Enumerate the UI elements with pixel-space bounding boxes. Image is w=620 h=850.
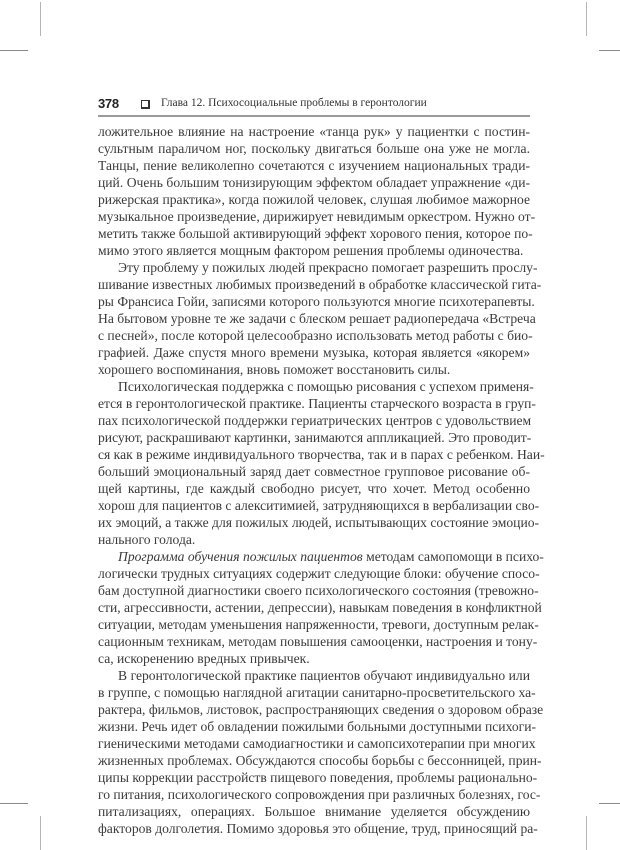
text-line: сти, агрессивности, астении, депрессии), навыкам поведения в конфликтной xyxy=(98,600,542,615)
text-line: нального голода. xyxy=(98,532,196,547)
text-line: Танцы, пение великолепно сочетаются с изучением национальных тради- xyxy=(98,158,530,173)
crop-mark-top-right-horizontal xyxy=(599,50,620,51)
text-line: логически трудных ситуациях содержит следующие блоки: обучение спосо- xyxy=(98,566,540,581)
text-line: ется в геронтологической практике. Пациенты старческого возраста в груп- xyxy=(98,396,536,411)
text-line: музыкальное произведение, дирижирует невидимым оркестром. Нужно от- xyxy=(98,209,536,224)
text-line: ры Франсиса Гойи, записями которого пользуются многие психотерапевты. xyxy=(98,294,535,309)
paragraph xyxy=(98,378,545,548)
text-line: На бытовом уровне те же задачи с блеском решает радиопередача «Встреча xyxy=(98,311,536,326)
text-line: ся как в режиме индивидуального творчества, так и в парах с ребенком. Наи- xyxy=(98,447,545,462)
text-line xyxy=(98,548,544,565)
paragraph xyxy=(98,259,542,378)
square-bullet-icon xyxy=(141,100,150,109)
text-line: са, искоренению вредных привычек. xyxy=(98,651,310,666)
text-line: хорош для пациентов с алекситимией, затрудняющихся в вербализации сво- xyxy=(98,498,540,513)
text-run: методам самопомощи в психо- xyxy=(362,549,544,564)
text-line: бам доступной диагностики своего психологического состояния (тревожно- xyxy=(98,583,539,598)
crop-mark-bottom-left-vertical xyxy=(40,816,41,850)
crop-mark-top-left-vertical xyxy=(40,2,41,36)
text-line: с песней», после которой целесообразно использовать метод работы с био- xyxy=(98,328,533,343)
running-header xyxy=(98,95,530,117)
text-line: щей картины, где каждый свободно рисует, что хочет. Метод особенно xyxy=(98,481,530,496)
crop-mark-bottom-right-vertical xyxy=(586,816,587,850)
crop-mark-bottom-right-horizontal xyxy=(599,803,620,804)
text-line: сультным параличом ног, поскольку двигаться больше она уже не могла. xyxy=(98,141,530,156)
text-line: рисуют, раскрашивают картинки, занимаются аппликацией. Это проводит- xyxy=(98,430,532,445)
text-line: жизни. Речь идет об овладении пожилыми больными доступными психоги- xyxy=(98,719,537,734)
text-line: ситуации, методам уменьшения напряженности, тревоги, доступным релак- xyxy=(98,617,539,632)
text-line: рижерская практика», когда пожилой человек, слушая любимое мажорное xyxy=(98,192,530,207)
text-line: гиеническими методами самодиагностики и самопсихотерапии при многих xyxy=(98,736,536,751)
text-line: сационным техникам, методам повышения самооценки, настроения и тону- xyxy=(98,634,538,649)
crop-mark-top-right-vertical xyxy=(586,2,587,36)
text-line: их эмоций, а также для пожилых людей, испытывающих состояние эмоцио- xyxy=(98,515,540,530)
text-line: Психологическая поддержка с помощью рисования с успехом применя- xyxy=(118,379,534,394)
italic-emphasis: Программа обучения пожилых пациентов xyxy=(118,549,363,564)
text-line: мимо этого является мощным фактором решения проблемы одиночества. xyxy=(98,243,524,258)
text-line: жизненных проблемах. Обсуждаются способы борьбы с бессонницей, прин- xyxy=(98,753,542,768)
text-line: больший эмоциональный заряд дает совместное групповое рисование об- xyxy=(98,464,530,479)
page-number: 378 xyxy=(98,96,119,111)
text-line: пах психологической поддержки гериатрических центров с удовольствием xyxy=(98,413,532,428)
text-line: хорошего воспоминания, вновь поможет восстановить силы. xyxy=(98,362,451,377)
text-line: метить также большой активирующий эффект хорового пения, которое по- xyxy=(98,226,533,241)
text-line: питализациях, операциях. Большое внимание уделяется обсуждению xyxy=(98,804,530,819)
crop-mark-bottom-left-horizontal xyxy=(0,803,28,804)
body-text xyxy=(98,123,545,837)
paragraph xyxy=(98,667,544,837)
text-line: графией. Даже спустя много времени музыка, которая является «якорем» xyxy=(98,345,530,360)
text-line: го питания, психологического сопровождения при различных болезнях, гос- xyxy=(98,787,541,802)
text-line: ципы коррекции расстройств пищевого поведения, проблемы рационально- xyxy=(98,770,538,785)
text-line: в группе, с помощью наглядной агитации санитарно-просветительского ха- xyxy=(98,685,536,700)
paragraph xyxy=(98,548,544,667)
text-line: рактера, фильмов, листовок, распространяющих сведения о здоровом образе xyxy=(98,702,544,717)
text-line: Эту проблему у пожилых людей прекрасно помогает разрешить прослу- xyxy=(118,260,538,275)
text-line: ложительное влияние на настроение «танца рук» у пациентки с постин- xyxy=(98,124,530,139)
text-line: В геронтологической практике пациентов обучают индивидуально или xyxy=(118,668,530,683)
text-line: ций. Очень большим тонизирующим эффектом обладает упражнение «ди- xyxy=(98,175,530,190)
text-line: факторов долголетия. Помимо здоровья это общение, труд, приносящий ра- xyxy=(98,821,538,836)
paragraph xyxy=(98,123,536,259)
text-line: шивание известных любимых произведений в обработке классической гита- xyxy=(98,277,542,292)
chapter-title: Глава 12. Психосоциальные проблемы в геронтологии xyxy=(161,97,427,109)
crop-mark-top-left-horizontal xyxy=(0,50,28,51)
